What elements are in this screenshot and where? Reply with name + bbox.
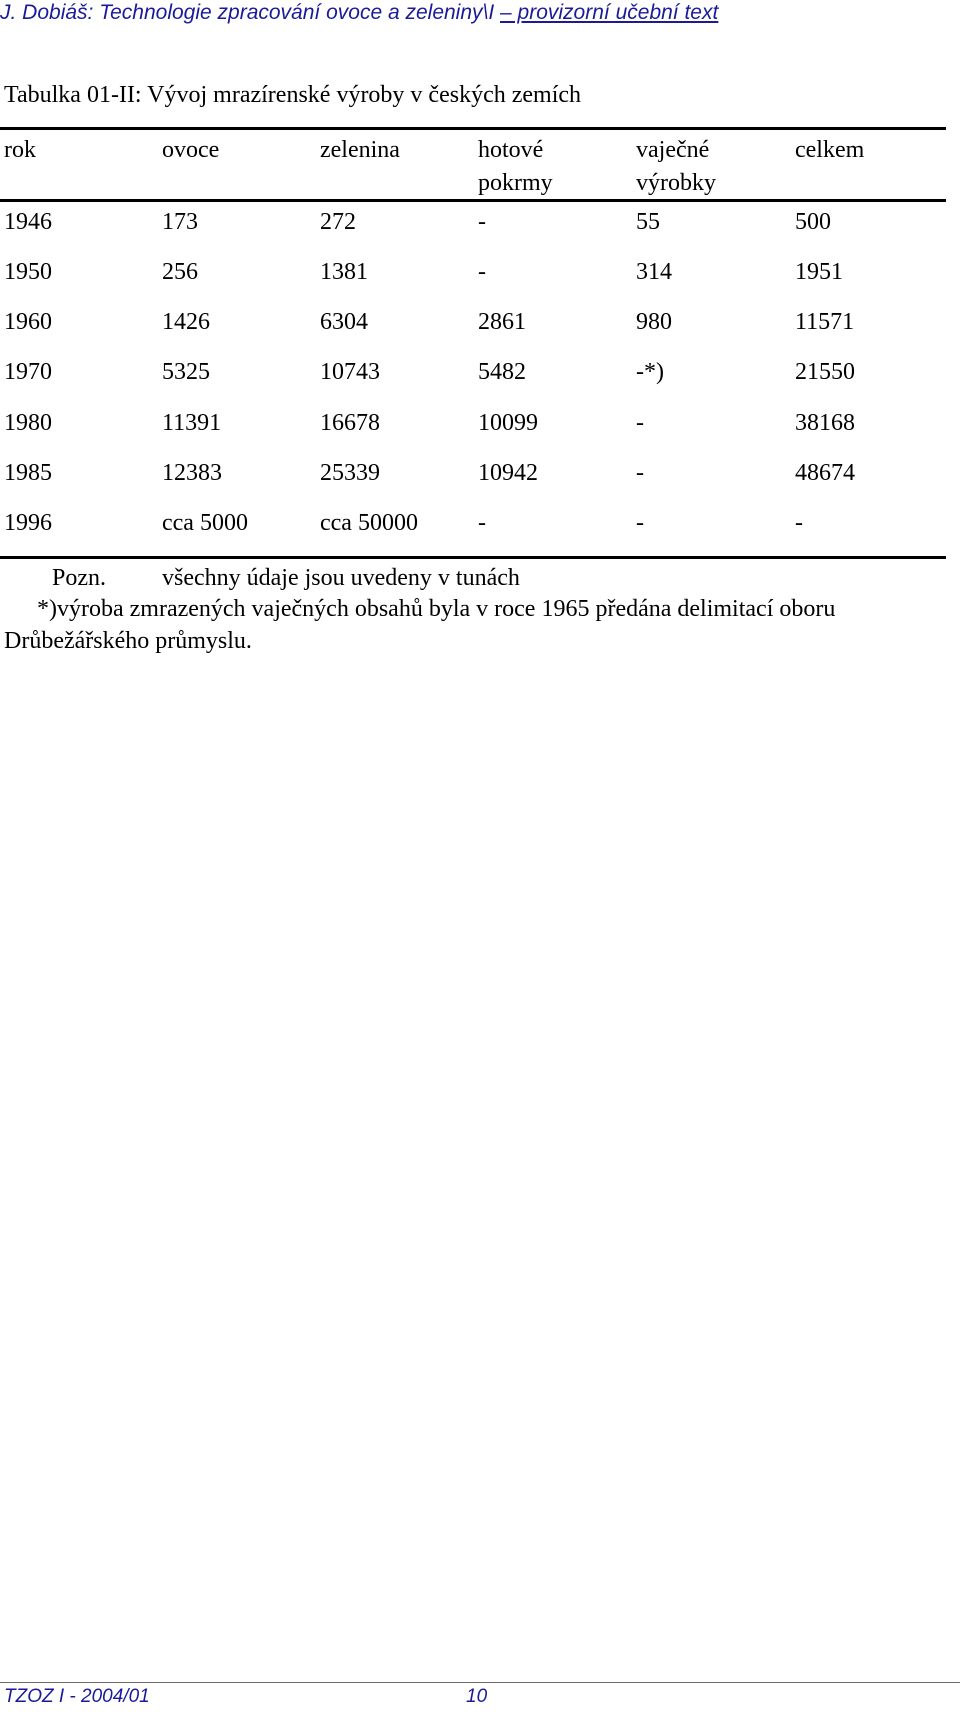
table-top-rule (0, 127, 946, 130)
table-cell: 48674 (795, 460, 855, 486)
note-label: Pozn. (52, 565, 106, 591)
table-cell: 12383 (162, 460, 222, 486)
footnote-line-2: Drůbežářského průmyslu. (4, 628, 252, 654)
table-cell: 5325 (162, 359, 210, 385)
table-cell: 1426 (162, 309, 210, 335)
table-cell: 1980 (4, 410, 52, 436)
table-cell: 1950 (4, 259, 52, 285)
table-cell: 10099 (478, 410, 538, 436)
table-cell: 10942 (478, 460, 538, 486)
running-header (0, 0, 718, 26)
table-cell: - (636, 410, 644, 436)
column-header-ovoce (162, 134, 219, 167)
table-cell: - (478, 510, 486, 536)
column-header-text: ovoce (162, 137, 220, 163)
column-header-hotove-pokrmy (478, 134, 553, 200)
column-header-vajecne-vyrobky (636, 134, 716, 200)
table-bottom-rule (0, 556, 946, 559)
table-cell: 1960 (4, 309, 52, 335)
column-header-text-line2: pokrmy (478, 170, 553, 196)
table-title: Tabulka 01-II: Vývoj mrazírenské výroby v českých zemích (4, 82, 582, 108)
table-cell: 314 (636, 259, 672, 285)
table-cell: 6304 (320, 309, 368, 335)
column-header-text: celkem (795, 137, 865, 163)
table-cell: 25339 (320, 460, 380, 486)
table-cell: 10743 (320, 359, 380, 385)
table-cell: 55 (636, 209, 660, 235)
footnote-line-1: *)výroba zmrazených vaječných obsahů byla v roce 1965 předána delimitací oboru (37, 596, 836, 622)
table-cell: 38168 (795, 410, 855, 436)
column-header-text: vaječné (636, 137, 710, 163)
table-cell: 1951 (795, 259, 843, 285)
table-cell: 11391 (162, 410, 222, 436)
column-header-celkem (795, 134, 864, 167)
table-cell: 2861 (478, 309, 526, 335)
table-cell: - (478, 209, 486, 235)
table-cell: -*) (636, 359, 664, 385)
running-header-underlined: – provizorní učební text (500, 1, 719, 24)
column-header-zelenina (320, 134, 400, 167)
table-cell: 5482 (478, 359, 526, 385)
footer-page-number: 10 (466, 1686, 488, 1707)
table-cell: - (636, 460, 644, 486)
footer-rule (0, 1682, 960, 1683)
table-cell: 1946 (4, 209, 52, 235)
column-header-text-line2: výrobky (636, 170, 716, 196)
table-cell: 1381 (320, 259, 368, 285)
table-cell: 173 (162, 209, 198, 235)
running-header-text: J. Dobiáš: Technologie zpracování ovoce a zeleniny\I (0, 1, 501, 24)
table-cell: 1985 (4, 460, 52, 486)
table-cell: 16678 (320, 410, 380, 436)
table-cell: 1970 (4, 359, 52, 385)
footer-document-id: TZOZ I - 2004/01 (4, 1686, 150, 1707)
table-cell: 1996 (4, 510, 52, 536)
table-cell: 256 (162, 259, 198, 285)
column-header-text: zelenina (320, 137, 400, 163)
table-cell: - (478, 259, 486, 285)
table-cell: cca 50000 (320, 510, 418, 536)
column-header-rok (4, 134, 36, 167)
table-cell: 500 (795, 209, 831, 235)
table-cell: 980 (636, 309, 672, 335)
table-cell: 11571 (795, 309, 855, 335)
column-header-text: rok (4, 137, 36, 163)
note-units: všechny údaje jsou uvedeny v tunách (162, 565, 520, 591)
table-header-rule (0, 199, 946, 202)
table-cell: cca 5000 (162, 510, 248, 536)
table-cell: 21550 (795, 359, 855, 385)
table-cell: - (636, 510, 644, 536)
table-cell: - (795, 510, 803, 536)
column-header-text: hotové (478, 137, 544, 163)
table-cell: 272 (320, 209, 356, 235)
